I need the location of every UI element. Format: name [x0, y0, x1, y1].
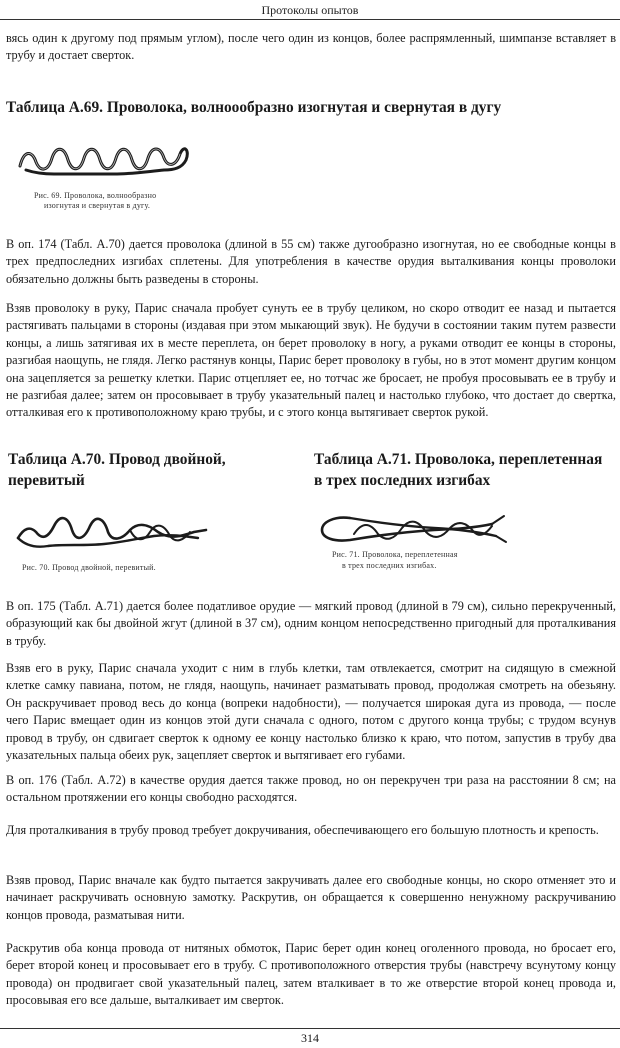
table-a69-heading: Таблица А.69. Проволока, волноообразно изогнутая и свернутая в дугу	[6, 99, 502, 116]
paragraph-continuation: вясь один к другому под прямым углом), после чего один из концов, более распрямленный, шимпанзе вставляет в трубу и достает сверток.	[6, 31, 616, 63]
figure-69-caption-line1: Рис. 69. Проволока, волнообразно	[34, 191, 157, 200]
figure-69-caption-line2: изогнутая и свернутая в дугу.	[44, 201, 151, 210]
table-a70-heading-line1: Таблица А.70. Провод двойной,	[8, 451, 226, 468]
figure-70-twisted-wire-illustration	[14, 508, 214, 558]
paragraph-paris-untwisting: Взяв провод, Парис вначале как будто пытается закручивать далее его свободные концы, но скоро отменяет это и начинает раскручивать основную замотку. Раскрутив, он обращается к совершенно ненужному раскручиванию концов провода, разматывая нити.	[6, 873, 616, 922]
paragraph-paris-wire: Взяв проволоку в руку, Парис сначала пробует сунуть ее в трубу целиком, но скоро отводит ее назад и пытается растягивать пальцами в стороны (издавая при этом мыкающий звук). Не будучи в состоянии таким путем развести концы, а лишь затягивая их в месте переплета, он берет проволоку в ногу, а руками отводит ее концы в стороны, разгибая наощупь, не глядя. Легко растянув концы, Парис берет проволоку в губы, но в этот момент другим концом она зацепляется за решетку клетки. Парис отцепляет ее, но тотчас же бросает, не пробуя просовывать ее в трубу и не разгибая далее; затем он просовывает в трубу указательный палец и настолько глубоко, что достает до свертка, отталкивая его к противоположному краю трубы, и с этого конца вытягивает сверток рукой.	[6, 301, 616, 420]
figure-71-interlaced-wire-illustration	[314, 504, 514, 554]
paragraph-twisting-requirement: Для проталкивания в трубу провод требует докручивания, обеспечивающего его большую плотность и крепость.	[6, 823, 599, 837]
paragraph-paris-pushes-out: Раскрутив оба конца провода от нитяных обмоток, Парис берет один конец оголенного провода, но бросает его, берет второй конец и просовывает его в трубу. С противоположного отверстия трубы (навстречу всунутому концу провода) он продвигает свой указательный палец, затем вталкивает в то же отверстие второй конец провода и, просовывая его все дальше, выталкивает им сверток.	[6, 941, 616, 1008]
paragraph-op174: В оп. 174 (Табл. А.70) дается проволока (длиной в 55 см) также дугообразно изогнутая, но ее свободные концы в трех предпоследних изгибах сплетены. Для употребления в качестве орудия выталкивания концы проволоки обязательно должны быть разведены в стороны.	[6, 237, 616, 286]
figure-69-wire-illustration	[14, 136, 194, 186]
paragraph-op175: В оп. 175 (Табл. А.71) дается более податливое орудие — мягкий провод (длиной в 79 см), сильно перекрученный, образующий как бы двойной жгут (длиной в 37 см), одним концом непосредственно пригодный для проталкивания в трубу.	[6, 599, 616, 648]
figure-70-caption: Рис. 70. Провод двойной, перевитый.	[22, 563, 156, 572]
paragraph-op176: В оп. 176 (Табл. А.72) в качестве орудия дается также провод, но он перекручен три раза на расстоянии 8 см; на остальном протяжении его концы свободно расходятся.	[6, 773, 616, 805]
page-number: 314	[301, 1031, 319, 1045]
header-rule	[0, 19, 620, 20]
figure-71-caption-line2: в трех последних изгибах.	[342, 561, 437, 570]
figure-71-caption-line1: Рис. 71. Проволока, переплетенная	[332, 550, 458, 559]
table-a70-heading-line2: перевитый	[8, 472, 85, 489]
paragraph-paris-unwinding: Взяв его в руку, Парис сначала уходит с ним в глубь клетки, там отвлекается, смотрит на сидящую в смежной клетке самку павиана, потом, не глядя, наощупь, начинает разматывать провод, продолжая смотреть на обезьяну. Он раскручивает провод весь до конца (вопреки надобности), — получается широкая дуга из провода, — после чего Парис вмещает один из концов этой дуги сначала с одного, потом с другого конца трубы; с трудом всунув провод в трубу, он сдвигает сверток к одному ее концу настолько близко к краю, что потом, запустив в трубу два указательных пальца обеих рук, зацепляет сверток и вытягивает его губами.	[6, 661, 616, 763]
running-head: Протоколы опытов	[261, 3, 359, 17]
table-a71-heading-line1: Таблица А.71. Проволока, переплетенная	[314, 451, 603, 468]
table-a71-heading-line2: в трех последних изгибах	[314, 472, 491, 489]
